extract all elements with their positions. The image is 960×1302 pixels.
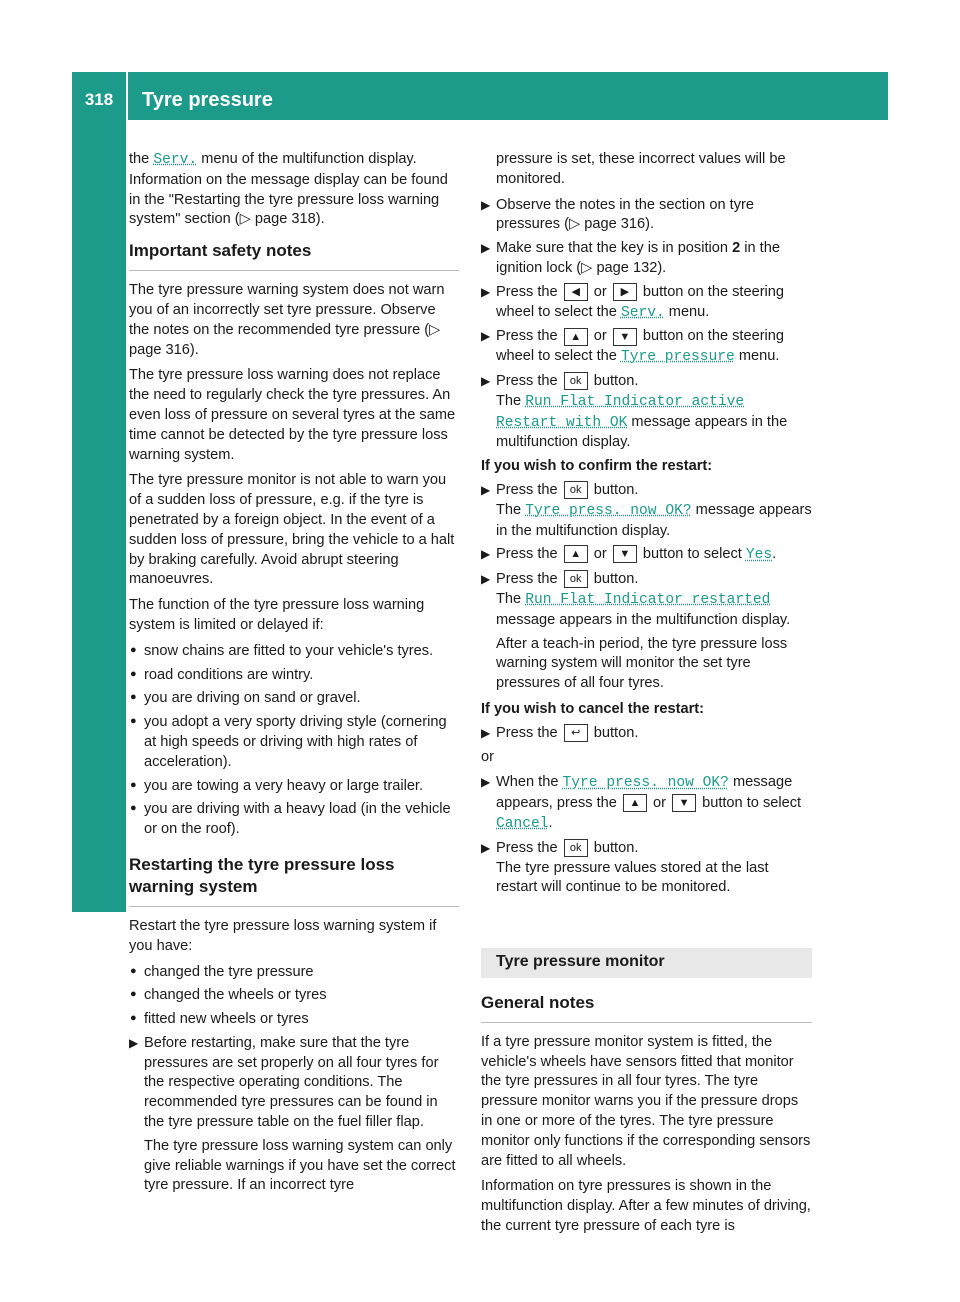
or-text: or (481, 748, 494, 765)
step-arrow-icon: ▶ (481, 775, 491, 790)
instruction-step: ▶ Press the ▲ or ▼ button on the steering wheel to select the Tyre pressure menu. (481, 328, 785, 366)
instruction-step: ▶ Press the ok button. The Tyre press. now OK? message appears in the multifunction display. (481, 481, 812, 539)
step-arrow-icon: ▶ (481, 329, 491, 344)
instruction-step: ▶ Press the ok button. The Run Flat Indicator active Restart with OK message appears in the multifunction display. (481, 372, 788, 451)
step-arrow-icon: ▶ (481, 197, 491, 212)
step-arrow-icon: ▶ (481, 373, 491, 388)
paragraph: Information on tyre pressures is shown in the multifunction display. After a few minutes of driving, the current tyre pressure of each tyre is (481, 1178, 811, 1235)
paragraph: Restart the tyre pressure loss warning system if you have: (129, 917, 437, 954)
section-sidebar (72, 120, 126, 912)
list-item: ● you are driving with a heavy load (in the vehicle or on the roof). (129, 800, 459, 840)
list-item: ● snow chains are fitted to your vehicle's tyres. (129, 642, 459, 662)
down-arrow-key-icon: ▼ (613, 328, 637, 346)
instruction-step: ▶ Press the ok button. The tyre pressure values stored at the last restart will continue to be monitored. (481, 839, 769, 896)
up-arrow-key-icon: ▲ (564, 545, 588, 563)
page-header (72, 72, 888, 120)
list-item: ● changed the tyre pressure (129, 963, 459, 983)
up-arrow-key-icon: ▲ (564, 328, 588, 346)
up-arrow-key-icon: ▲ (623, 794, 647, 812)
list-item: ● changed the wheels or tyres (129, 986, 459, 1006)
left-arrow-key-icon: ◀ (564, 283, 588, 301)
subheading-cancel: If you wish to cancel the restart: (481, 700, 705, 717)
instruction-step: ▶ Press the ▲ or ▼ button to select Yes. (481, 546, 777, 564)
ok-key-icon: ok (564, 839, 588, 857)
step-arrow-icon: ▶ (481, 725, 491, 740)
header-divider (126, 72, 128, 120)
tyre-pressure-menu-code: Tyre pressure (620, 349, 735, 366)
instruction-step: ▶ Before restarting, make sure that the tyre pressures are set properly on all four tyres for the respective operating conditions. The recommended tyre pressures can be found in the tyre pressure table on the fuel filler flap. (129, 1034, 439, 1131)
paragraph: The tyre pressure warning system does not warn you of an incorrectly set tyre pressure. Observe the notes on the recommended tyre pressure (▷ page 316). (129, 282, 445, 358)
back-key-icon: ↩ (564, 724, 588, 742)
ok-key-icon: ok (564, 481, 588, 499)
serv-menu-code: Serv. (620, 304, 665, 321)
list-item: ● you adopt a very sporty driving style (cornering at high speeds or driving with high rates of acceleration). (129, 713, 459, 772)
down-arrow-key-icon: ▼ (613, 545, 637, 563)
ok-key-icon: ok (564, 372, 588, 390)
serv-menu-code: Serv. (153, 152, 198, 168)
page-number: 318 (84, 90, 114, 109)
instruction-step: ▶ Observe the notes in the section on tyre pressures (▷ page 316). (481, 196, 754, 233)
step-note: The tyre pressure loss warning system can only give reliable warnings if you have set the correct tyre pressure. If an incorrect tyre (144, 1137, 456, 1194)
right-column (481, 150, 812, 1243)
section-title-box: Tyre pressure monitor (481, 948, 812, 978)
heading-safety-notes: Important safety notes (129, 240, 459, 271)
continued-text: pressure is set, these incorrect values will be monitored. (496, 151, 786, 187)
step-arrow-icon: ▶ (481, 572, 491, 587)
left-column (129, 150, 459, 1202)
paragraph: The tyre pressure loss warning does not replace the need to regularly check the tyre pressures. An even loss of pressure on several tyres at the same time cannot be detected by the tyre pressure loss warning system. (129, 367, 456, 463)
instruction-step: ▶ When the Tyre press. now OK? message appears, press the ▲ or ▼ button to select Cancel. (481, 774, 802, 832)
paragraph: The function of the tyre pressure loss warning system is limited or delayed if: (129, 597, 425, 633)
step-arrow-icon: ▶ (129, 1035, 139, 1050)
paragraph: The tyre pressure monitor is not able to warn you of a sudden loss of pressure, e.g. if the tyre is penetrated by a foreign object. In the event of a sudden loss of pressure, bring the vehicle to a halt by braking carefully. Avoid abrupt steering manoeuvres. (129, 472, 455, 588)
heading-general-notes: General notes (481, 992, 812, 1023)
ok-key-icon: ok (564, 570, 588, 588)
paragraph: If a tyre pressure monitor system is fitted, the vehicle's wheels have sensors fitted that monitor the tyre pressures in all four tyres. The tyre pressure monitor warns you if the pressure drops in one or more of the tyres. The tyre pressure monitor only functions if the corresponding sensors are fitted to all wheels. (481, 1033, 811, 1169)
step-note: After a teach-in period, the tyre pressure loss warning system will monitor the set tyre pressures of all four tyres. (496, 635, 788, 692)
step-arrow-icon: ▶ (481, 241, 491, 256)
list-item: ● you are driving on sand or gravel. (129, 689, 459, 709)
step-arrow-icon: ▶ (481, 482, 491, 497)
instruction-step: ▶ Make sure that the key is in position 2 in the ignition lock (▷ page 132). (481, 240, 780, 276)
step-arrow-icon: ▶ (481, 284, 491, 299)
down-arrow-key-icon: ▼ (672, 794, 696, 812)
page-title: Tyre pressure (142, 89, 273, 111)
section-label: Wheels and tyres (14, 679, 39, 860)
subheading-confirm: If you wish to confirm the restart: (481, 458, 713, 475)
step-arrow-icon: ▶ (481, 840, 491, 855)
intro-paragraph: the Serv. menu of the multifunction display. Information on the message display can be found in the "Restarting the tyre pressure loss warning system" section (▷ page 318). (129, 151, 448, 228)
heading-restarting: Restarting the tyre pressure loss warning system (129, 854, 459, 907)
right-arrow-key-icon: ▶ (613, 283, 637, 301)
list-item: ● road conditions are wintry. (129, 666, 459, 686)
instruction-step: ▶ Press the ok button. The Run Flat Indicator restarted message appears in the multifunction display. (481, 571, 791, 628)
step-arrow-icon: ▶ (481, 547, 491, 562)
list-item: ● you are towing a very heavy or large trailer. (129, 777, 459, 797)
list-item: ● fitted new wheels or tyres (129, 1010, 459, 1030)
instruction-step: ▶ Press the ◀ or ▶ button on the steering wheel to select the Serv. menu. (481, 283, 785, 321)
instruction-step: ▶ Press the ↩ button. (481, 724, 812, 744)
